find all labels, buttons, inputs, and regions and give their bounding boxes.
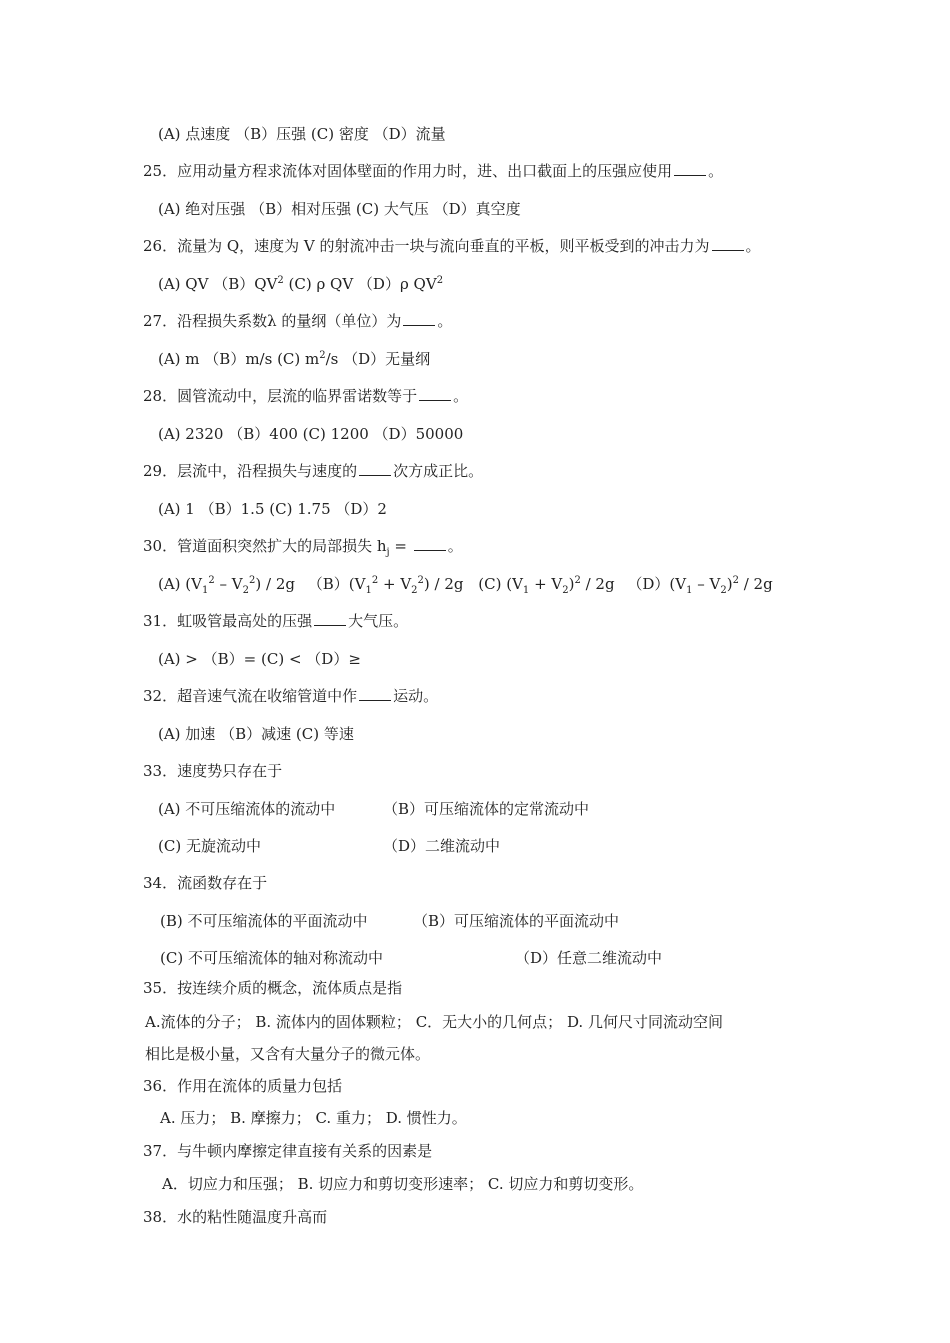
q34-option-d: （D）任意二维流动中: [515, 949, 663, 967]
q30-options: [158, 574, 773, 594]
q33-question: 33．速度势只存在于: [143, 762, 283, 780]
q25-options: (A) 绝对压强 （B）相对压强 (C) 大气压 （D）真空度: [158, 200, 521, 218]
q35-options-line1: A.流体的分子； B. 流体内的固体颗粒； C．无大小的几何点； D. 几何尺寸同流动空间: [145, 1013, 723, 1031]
q30-option-b: $(B)(V_1^2 + V_2^2) / 2g$: [307, 575, 464, 596]
q25-question: 25．应用动量方程求流体对固体壁面的作用力时，进、出口截面上的压强应使用 。: [143, 162, 724, 180]
q30-option-a: (A) $(V_1^2 - V_2^2) / 2g$: [158, 575, 295, 596]
q27-question: 27．沿程损失系数λ 的量纲（单位）为 。: [143, 312, 453, 330]
q38-question: 38．水的粘性随温度升高而: [143, 1208, 328, 1226]
q33-option-c: (C) 无旋流动中: [158, 837, 261, 855]
q27-options: (A) m （B）m/s (C) $m^2/s$ （D）无量纲: [158, 350, 431, 368]
q31-question: 31．虹吸管最高处的压强 大气压。: [143, 612, 409, 630]
q34-option-b: （B）可压缩流体的平面流动中: [413, 912, 620, 930]
q36-question: 36．作用在流体的质量力包括: [143, 1077, 343, 1095]
q32-question: 32．超音速气流在收缩管道中作 运动。: [143, 687, 439, 705]
q34-question: 34．流函数存在于: [143, 874, 268, 892]
q28-options: (A) 2320 （B）400 (C) 1200 （D）50000: [158, 425, 464, 443]
q28-question: 28．圆管流动中，层流的临界雷诺数等于 。: [143, 387, 469, 405]
q36-options: A. 压力； B. 摩擦力； C. 重力； D. 惯性力。: [160, 1109, 467, 1127]
q29-options: (A) 1 （B）1.5 (C) 1.75 （D）2: [158, 500, 387, 518]
q24-options: (A) 点速度 （B）压强 (C) 密度 （D）流量: [158, 125, 446, 143]
q30-option-c: (C) $(V_1 + V_2)^2 / 2g$: [478, 575, 615, 596]
q26-options: (A) QV $(B)QV^2$ (C) ρ QV （D）ρ $QV^2$: [158, 275, 444, 293]
q30-option-d: $(D)(V_1 - V_2)^2 / 2g$: [627, 575, 773, 596]
q30-question: 30．管道面积突然扩大的局部损失 $h_j$ = 。: [143, 537, 463, 558]
q33-option-a: (A) 不可压缩流体的流动中: [158, 800, 336, 818]
q37-options: A．切应力和压强； B. 切应力和剪切变形速率； C. 切应力和剪切变形。: [162, 1175, 644, 1193]
q35-options-line2: 相比是极小量，又含有大量分子的微元体。: [145, 1045, 431, 1063]
q29-question: 29．层流中，沿程损失与速度的 次方成正比。: [143, 462, 484, 480]
q34-option-a: (B) 不可压缩流体的平面流动中: [160, 912, 368, 930]
q33-option-d: （D）二维流动中: [383, 837, 501, 855]
q37-question: 37．与牛顿内摩擦定律直接有关系的因素是: [143, 1142, 433, 1160]
q33-option-b: （B）可压缩流体的定常流动中: [383, 800, 590, 818]
q35-question: 35．按连续介质的概念，流体质点是指: [143, 979, 403, 997]
q32-options: (A) 加速 （B）减速 (C) 等速: [158, 725, 354, 743]
q31-options: (A) > （B）= (C) < （D）≥: [158, 650, 361, 668]
q26-question: 26．流量为 Q，速度为 V 的射流冲击一块与流向垂直的平板，则平板受到的冲击力为 。: [143, 237, 761, 255]
q34-option-c: (C) 不可压缩流体的轴对称流动中: [160, 949, 383, 967]
